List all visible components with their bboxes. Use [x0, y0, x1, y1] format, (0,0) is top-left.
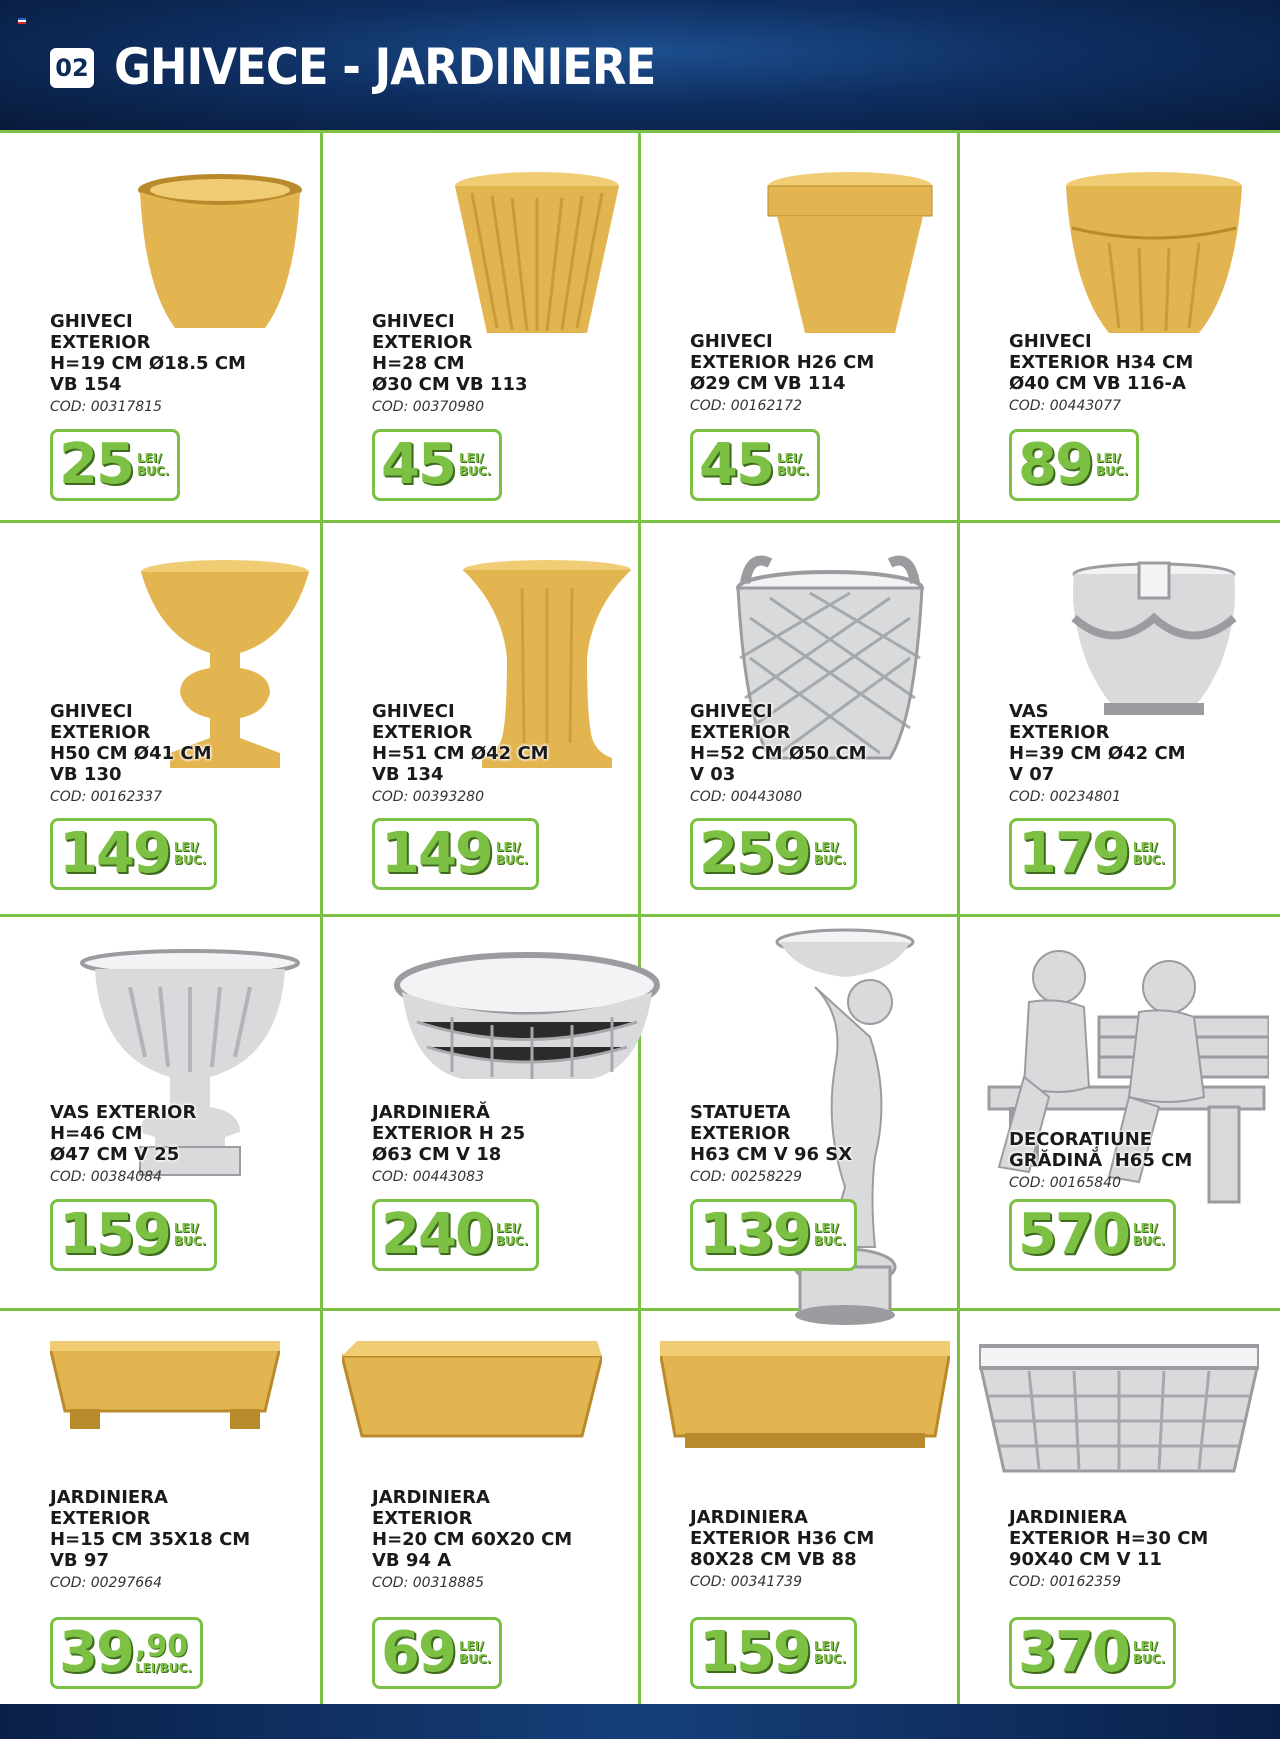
price-unit: LEI/ BUC.	[173, 840, 207, 867]
product-info	[690, 1507, 874, 1590]
price-tag	[372, 429, 502, 501]
price-tag	[1009, 1617, 1176, 1689]
product-info	[372, 311, 528, 415]
product-code: COD: 00341739	[690, 1574, 802, 1590]
price-unit: LEI/ BUC.	[495, 1221, 529, 1248]
product-info	[50, 311, 246, 415]
price-tag	[50, 1199, 217, 1271]
product-code: COD: 00165840	[1009, 1175, 1121, 1191]
product-info	[690, 331, 874, 414]
product-card[interactable]	[322, 133, 640, 523]
product-name: GHIVECI EXTERIOR H=19 CM Ø18.5 CM VB 154	[50, 311, 246, 395]
product-info	[50, 701, 212, 805]
price-value: 370	[1018, 1620, 1129, 1685]
price-tag	[690, 1199, 857, 1271]
product-code: COD: 00318885	[372, 1575, 484, 1591]
product-card[interactable]	[959, 133, 1277, 523]
product-name: GHIVECI EXTERIOR H50 CM Ø41 CM VB 130	[50, 701, 212, 785]
product-code: COD: 00234801	[1009, 789, 1121, 805]
product-code: COD: 00258229	[690, 1169, 802, 1185]
stone-flower-planter-icon	[392, 947, 662, 1091]
product-name: JARDINIERA EXTERIOR H=15 CM 35X18 CM VB 97	[50, 1487, 251, 1571]
product-name: STATUETA EXTERIOR H63 CM V 96 SX	[690, 1102, 853, 1165]
product-info	[372, 701, 549, 805]
stone-basket-trough-icon	[979, 1341, 1259, 1485]
page-number: 02	[50, 48, 94, 88]
price-unit: LEI/ BUC.	[1095, 451, 1129, 478]
price-unit: LEI/ BUC.	[458, 1639, 492, 1666]
product-info	[1009, 1129, 1192, 1191]
product-card[interactable]	[959, 917, 1277, 1307]
price-unit: LEI/ BUC.	[458, 451, 492, 478]
price-tag	[372, 1199, 539, 1271]
price-value: 240	[381, 1202, 492, 1267]
price-value: 159	[59, 1202, 170, 1267]
price-tag	[1009, 429, 1139, 501]
product-card[interactable]	[640, 133, 958, 523]
price-unit: LEI/ BUC.	[173, 1221, 207, 1248]
product-info	[50, 1487, 250, 1591]
product-code: COD: 00297664	[50, 1575, 162, 1591]
product-name: GHIVECI EXTERIOR H=52 CM Ø50 CM V 03	[690, 701, 867, 785]
price-value: 159	[699, 1620, 810, 1685]
product-card[interactable]	[0, 523, 318, 913]
product-code: COD: 00393280	[372, 789, 484, 805]
product-code: COD: 00443083	[372, 1169, 484, 1185]
terracotta-rim-pot-icon	[765, 168, 935, 342]
product-name: JARDINIERA EXTERIOR H=30 CM 90X40 CM V 11	[1009, 1507, 1209, 1570]
price-value: 570	[1018, 1202, 1129, 1267]
product-name: DECORAȚIUNE GRĂDINĂ H65 CM	[1009, 1129, 1193, 1171]
price-value: 45	[699, 432, 773, 497]
terracotta-small-trough-icon	[50, 1341, 280, 1435]
product-code: COD: 00443077	[1009, 398, 1121, 414]
price-value: 179	[1018, 821, 1129, 886]
price-cents: ,90	[134, 1628, 189, 1664]
price-tag	[1009, 1199, 1176, 1271]
product-name: GHIVECI EXTERIOR H34 CM Ø40 CM VB 116-A	[1009, 331, 1194, 394]
price-unit: LEI/ BUC.	[495, 840, 529, 867]
product-card[interactable]	[640, 523, 958, 913]
price-unit: LEI/ BUC.	[776, 451, 810, 478]
price-unit: LEI/ BUC.	[1132, 1221, 1166, 1248]
product-code: COD: 00443080	[690, 789, 802, 805]
price-value: 89	[1018, 432, 1092, 497]
page-header	[0, 0, 1280, 130]
price-value: 149	[381, 821, 492, 886]
product-name: JARDINIERA EXTERIOR H=20 CM 60X20 CM VB 94 A	[372, 1487, 573, 1571]
product-info	[690, 701, 867, 805]
product-name: JARDINIERĂ EXTERIOR H 25 Ø63 CM V 18	[372, 1102, 526, 1165]
price-tag	[690, 429, 820, 501]
price-value: 25	[59, 432, 133, 497]
product-info	[372, 1487, 572, 1591]
product-card[interactable]	[0, 1311, 318, 1701]
product-info	[690, 1102, 852, 1185]
terracotta-long-trough-icon	[342, 1341, 602, 1445]
price-tag	[50, 818, 217, 890]
price-tag	[1009, 818, 1176, 890]
terracotta-large-trough-icon	[660, 1341, 950, 1455]
product-card[interactable]	[959, 1311, 1277, 1701]
price-tag	[372, 1617, 502, 1689]
terracotta-paneled-pot-icon	[1064, 168, 1244, 342]
price-unit: LEI/ BUC.	[136, 451, 170, 478]
product-card[interactable]	[0, 133, 318, 523]
product-card[interactable]	[322, 523, 640, 913]
product-info	[372, 1102, 525, 1185]
product-code: COD: 00370980	[372, 399, 484, 415]
price-value: 45	[381, 432, 455, 497]
price-unit: LEI/ BUC.	[813, 1639, 847, 1666]
price-tag	[50, 429, 180, 501]
product-code: COD: 00162359	[1009, 1574, 1121, 1590]
product-name: GHIVECI EXTERIOR H=28 CM Ø30 CM VB 113	[372, 311, 528, 395]
price-value: 39	[59, 1620, 133, 1685]
product-card[interactable]	[640, 917, 958, 1307]
product-name: GHIVECI EXTERIOR H=51 CM Ø42 CM VB 134	[372, 701, 549, 785]
price-value: 259	[699, 821, 810, 886]
price-unit: LEI/BUC.	[134, 1660, 192, 1675]
product-name: JARDINIERA EXTERIOR H36 CM 80X28 CM VB 88	[690, 1507, 875, 1570]
product-card[interactable]	[0, 917, 318, 1307]
price-value: 149	[59, 821, 170, 886]
price-value: 69	[381, 1620, 455, 1685]
price-tag	[372, 818, 539, 890]
price-unit: LEI/ BUC.	[1132, 840, 1166, 867]
product-info	[1009, 331, 1193, 414]
page-title: GHIVECE - JARDINIERE	[114, 38, 656, 96]
product-name: VAS EXTERIOR H=46 CM Ø47 CM V 25	[50, 1102, 197, 1165]
page-footer	[0, 1704, 1280, 1739]
product-info	[50, 1102, 196, 1185]
product-name: GHIVECI EXTERIOR H26 CM Ø29 CM VB 114	[690, 331, 875, 394]
flag-icon	[18, 18, 26, 24]
price-unit: LEI/ BUC.	[813, 840, 847, 867]
price-unit: LEI/ BUC.	[813, 1221, 847, 1248]
price-tag	[690, 818, 857, 890]
price-value: 139	[699, 1202, 810, 1267]
product-info	[1009, 701, 1186, 805]
product-info	[1009, 1507, 1208, 1590]
price-tag	[50, 1617, 203, 1689]
product-code: COD: 00162172	[690, 398, 802, 414]
price-unit: LEI/ BUC.	[1132, 1639, 1166, 1666]
product-name: VAS EXTERIOR H=39 CM Ø42 CM V 07	[1009, 701, 1186, 785]
product-code: COD: 00384084	[50, 1169, 162, 1185]
product-card[interactable]	[322, 1311, 640, 1701]
product-code: COD: 00162337	[50, 789, 162, 805]
product-card[interactable]	[322, 917, 640, 1307]
price-tag	[690, 1617, 857, 1689]
product-card[interactable]	[640, 1311, 958, 1701]
product-card[interactable]	[959, 523, 1277, 913]
product-code: COD: 00317815	[50, 399, 162, 415]
